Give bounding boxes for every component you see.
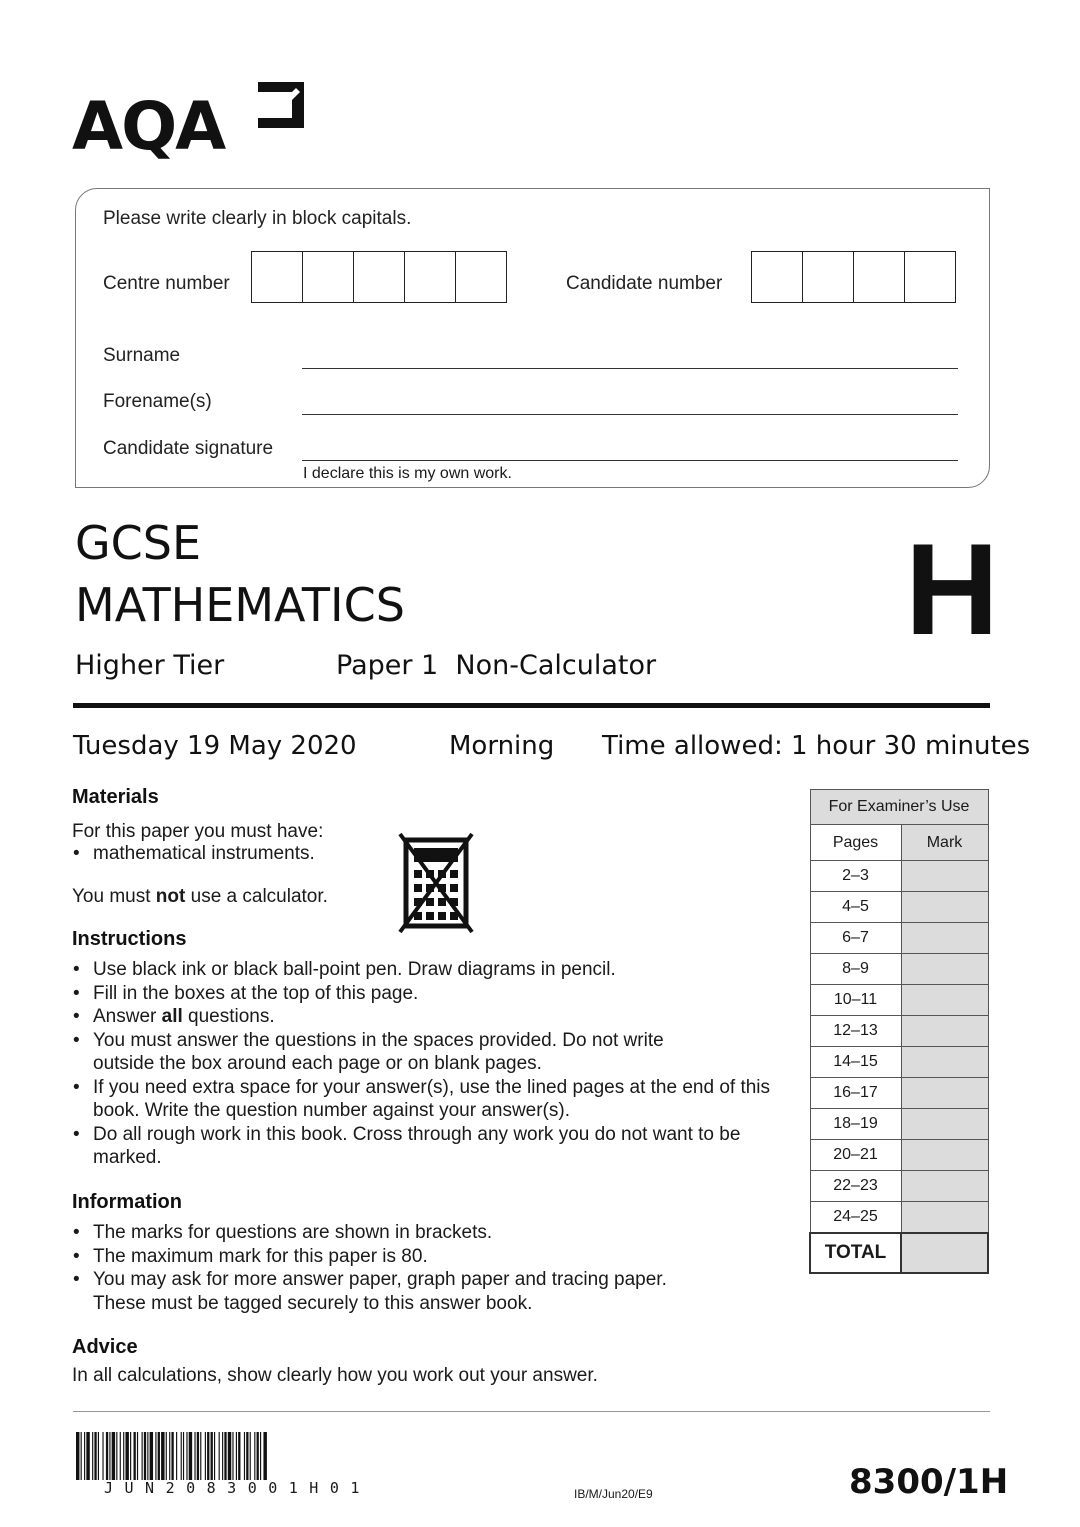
calculator-rule [72,885,328,909]
centre-digit-box[interactable] [456,252,506,302]
mark-cell [901,1078,988,1109]
logo-mark-icon [256,82,306,134]
block-capitals-instruction: Please write clearly in block capitals. [103,208,412,229]
logo-text: AQA [72,88,225,165]
mark-cell [901,1171,988,1202]
mark-cell [901,954,988,985]
paper-code: 8300/1H [849,1462,1009,1502]
barcode-graphic [76,1432,448,1480]
materials-intro: For this paper you must have: [72,821,324,842]
pages-cell: 6–7 [810,923,901,954]
time-allowed: Time allowed: 1 hour 30 minutes [602,731,1031,761]
pages-cell: 20–21 [810,1140,901,1171]
forename-field[interactable] [302,414,958,415]
exam-date: Tuesday 19 May 2020 [73,731,357,761]
centre-digit-box[interactable] [252,252,303,302]
no-calculator-icon [398,832,474,934]
pages-column-header: Pages [810,825,901,861]
calc-text-post: use a calculator. [185,886,328,907]
subject-title: MATHEMATICS [75,578,405,632]
paper-label: Paper 1 Non-Calculator [336,650,657,681]
information-heading: Information [72,1191,182,1213]
surname-label: Surname [103,345,181,366]
tier-label: Higher Tier [75,650,225,681]
mark-cell [901,1109,988,1140]
table-row [810,1016,988,1047]
table-row [810,861,988,892]
table-row-total [810,1233,988,1273]
barcode-text: JUN2083001H01 [104,1479,371,1497]
table-row [810,954,988,985]
answer-text-bold: all [161,1006,183,1027]
mark-cell [901,1140,988,1171]
table-row [810,1140,988,1171]
pages-cell: 18–19 [810,1109,901,1140]
list-item: • The maximum mark for this paper is 80. [72,1245,712,1269]
exam-session: Morning [449,731,555,761]
list-item: • The marks for questions are shown in brackets. [72,1221,712,1245]
table-row [810,892,988,923]
mark-cell [901,923,988,954]
mark-cell [901,1016,988,1047]
total-label: TOTAL [810,1233,901,1273]
centre-digit-box[interactable] [354,252,405,302]
pages-cell: 16–17 [810,1078,901,1109]
pages-cell: 22–23 [810,1171,901,1202]
list-item: • Fill in the boxes at the top of this page. [72,982,782,1006]
qualification-title: GCSE [75,516,202,570]
pages-cell: 14–15 [810,1047,901,1078]
candidate-digit-box[interactable] [752,252,803,302]
title-divider [73,703,990,708]
surname-field[interactable] [302,368,958,369]
table-row [810,1171,988,1202]
table-row [810,1078,988,1109]
aqa-logo [72,80,312,170]
list-item: • You may ask for more answer paper, graph paper and tracing paper. These must be tagged securely to this answer book. [72,1268,712,1315]
candidate-digit-box[interactable] [854,252,905,302]
signature-label: Candidate signature [103,438,274,459]
forename-label: Forename(s) [103,391,212,412]
instructions-list [72,958,782,1170]
pages-cell: 4–5 [810,892,901,923]
materials-list [72,842,315,866]
list-item [72,1005,782,1029]
list-item: • Use black ink or black ball-point pen. Draw diagrams in pencil. [72,958,782,982]
list-item: • If you need extra space for your answer(s), use the lined pages at the end of this book. Write the question number against your answer(s). [72,1076,782,1123]
candidate-number-boxes[interactable] [751,251,956,303]
candidate-digit-box[interactable] [905,252,955,302]
table-row [810,923,988,954]
materials-heading: Materials [72,786,159,808]
centre-number-label: Centre number [103,273,230,294]
information-list [72,1221,712,1315]
pages-cell: 8–9 [810,954,901,985]
calc-text-pre: You must [72,886,156,907]
examiner-use-table [809,789,989,1274]
footer-divider [73,1411,990,1412]
pages-cell: 12–13 [810,1016,901,1047]
mark-cell [901,1202,988,1234]
centre-digit-box[interactable] [303,252,354,302]
tier-letter: H [905,516,999,662]
mark-cell [901,1047,988,1078]
mark-cell [901,861,988,892]
declaration-text: I declare this is my own work. [303,465,512,482]
table-row [810,1109,988,1140]
signature-field[interactable] [302,460,958,461]
table-row [810,985,988,1016]
centre-digit-box[interactable] [405,252,456,302]
pages-cell: 2–3 [810,861,901,892]
centre-number-boxes[interactable] [251,251,507,303]
reference-code: IB/M/Jun20/E9 [574,1487,653,1501]
table-row [810,1047,988,1078]
advice-text: In all calculations, show clearly how you work out your answer. [72,1365,598,1386]
calc-text-bold: not [155,886,186,907]
table-row [810,1202,988,1234]
list-item: • mathematical instruments. [72,842,315,866]
candidate-digit-box[interactable] [803,252,854,302]
mark-cell [901,985,988,1016]
mark-column-header: Mark [901,825,988,861]
instructions-heading: Instructions [72,928,187,950]
candidate-number-label: Candidate number [566,273,723,294]
examiner-table-title: For Examiner’s Use [810,790,988,825]
pages-cell: 24–25 [810,1202,901,1234]
list-item: • Do all rough work in this book. Cross through any work you do not want to be marked. [72,1123,773,1170]
mark-cell [901,892,988,923]
answer-text-post: questions. [182,1006,275,1027]
list-item: • You must answer the questions in the spaces provided. Do not write outside the box around each page or on blank pages. [72,1029,713,1076]
answer-text-pre: Answer [93,1006,162,1027]
pages-cell: 10–11 [810,985,901,1016]
total-mark-cell [901,1233,988,1273]
advice-heading: Advice [72,1336,138,1358]
